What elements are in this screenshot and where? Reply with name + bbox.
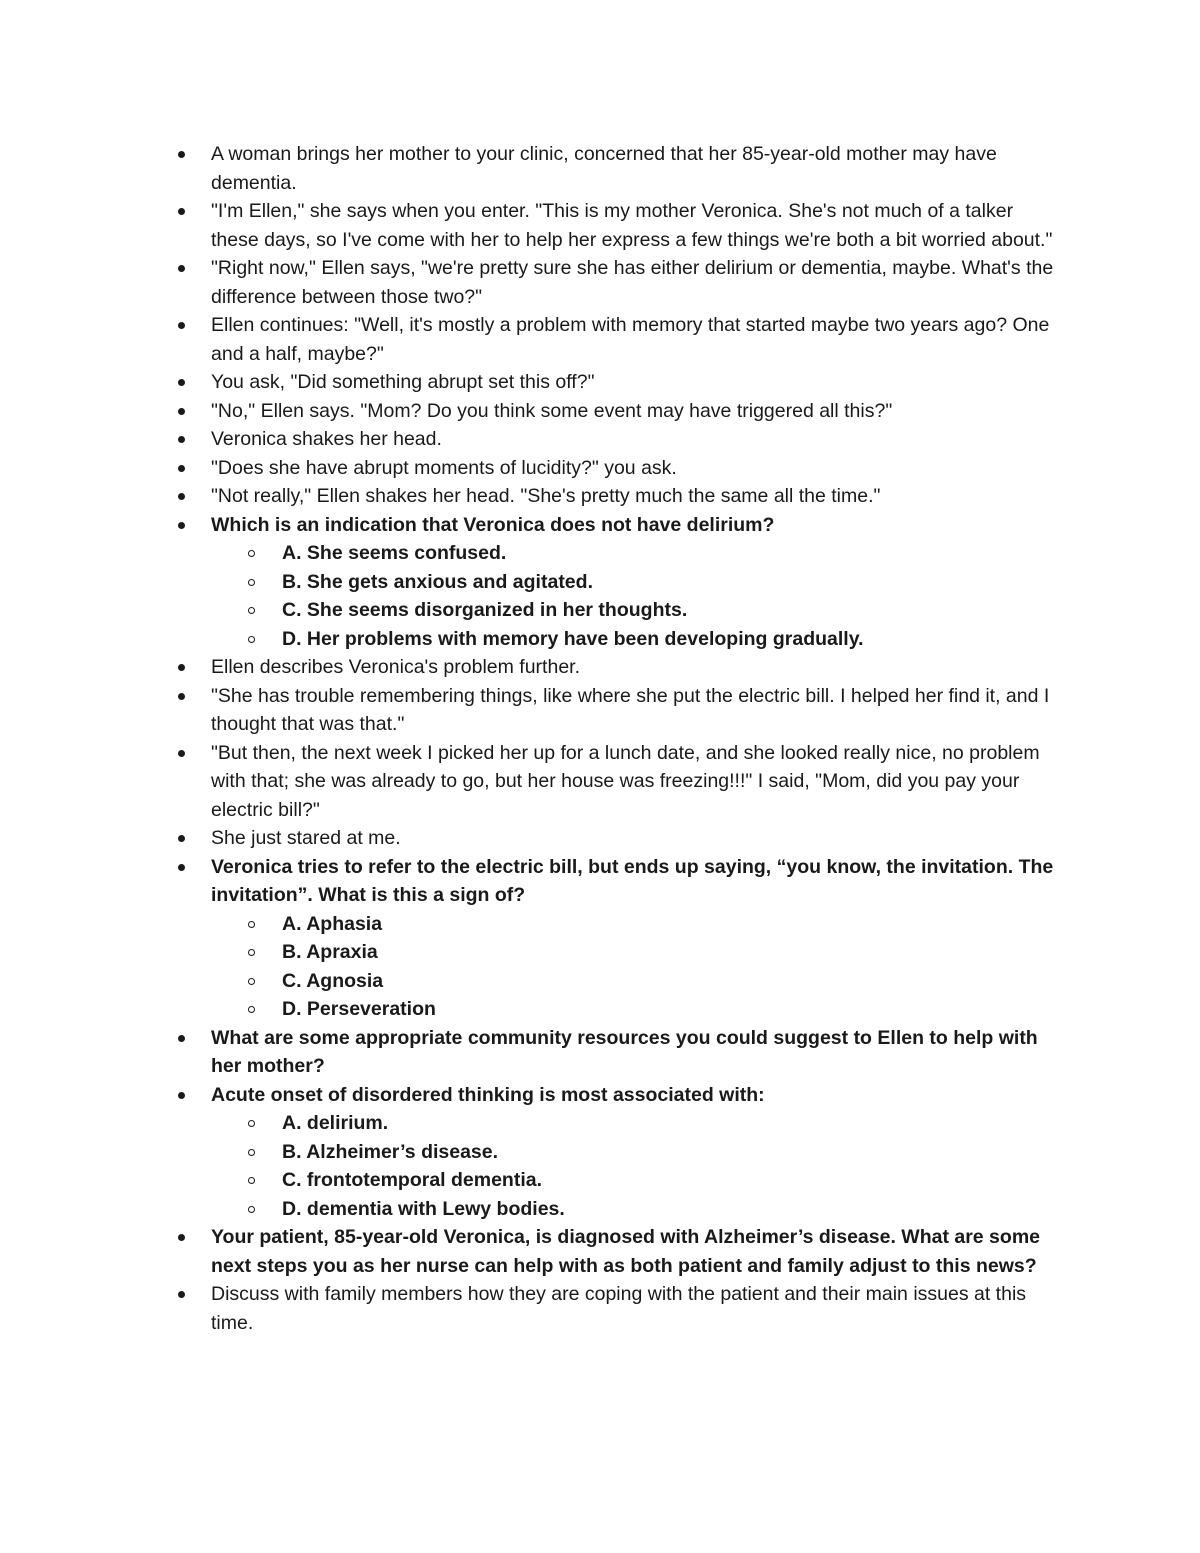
answer-option bbox=[0, 568, 1200, 597]
answer-option-text: C. She seems disorganized in her thoughts. bbox=[282, 599, 688, 621]
list-item bbox=[0, 824, 1200, 853]
hollow-bullet-icon bbox=[248, 579, 255, 586]
bullet-icon bbox=[178, 835, 185, 842]
answer-option bbox=[0, 1138, 1200, 1167]
answer-option-text: D. Perseveration bbox=[282, 998, 436, 1020]
list-item bbox=[0, 1024, 1200, 1081]
hollow-bullet-icon bbox=[248, 949, 255, 956]
question-list bbox=[0, 140, 1200, 1337]
hollow-bullet-icon bbox=[248, 1120, 255, 1127]
list-item bbox=[0, 454, 1200, 483]
answer-option-text: A. delirium. bbox=[282, 1112, 389, 1134]
answer-option-text: D. dementia with Lewy bodies. bbox=[282, 1197, 565, 1220]
hollow-bullet-icon bbox=[248, 1177, 255, 1184]
list-item-text: "But then, the next week I picked her up for a lunch date, and she looked really nice, no problem with that; she was already to go, but her house was freezing!!!" I said, "Mom, did you pay your electric bill?" bbox=[211, 741, 1040, 821]
list-item-text: "I'm Ellen," she says when you enter. "This is my mother Veronica. She's not much of a talker these days, so I've come with her to help her express a few things we're both a bit worried about." bbox=[211, 200, 1053, 251]
bullet-icon bbox=[178, 750, 185, 757]
bullet-icon bbox=[178, 1291, 185, 1298]
bullet-icon bbox=[178, 1092, 185, 1099]
bullet-icon bbox=[178, 693, 185, 700]
question-item bbox=[0, 853, 1200, 910]
question-item bbox=[0, 511, 1200, 540]
list-item bbox=[0, 425, 1200, 454]
list-item-text: "She has trouble remembering things, like where she put the electric bill. I helped her find it, and I thought that was that." bbox=[211, 684, 1050, 735]
answer-option-text: B. Alzheimer’s disease. bbox=[282, 1140, 499, 1163]
bullet-icon bbox=[178, 1234, 185, 1241]
list-item-text: Veronica shakes her head. bbox=[211, 428, 442, 450]
bullet-icon bbox=[178, 322, 185, 329]
bullet-icon bbox=[178, 1035, 185, 1042]
list-item bbox=[0, 1280, 1200, 1337]
list-item-text: Acute onset of disordered thinking is most associated with: bbox=[211, 1083, 765, 1106]
answer-option-text: D. Her problems with memory have been developing gradually. bbox=[282, 627, 864, 650]
answer-option bbox=[0, 596, 1200, 625]
answer-option bbox=[0, 967, 1200, 996]
answer-option bbox=[0, 938, 1200, 967]
list-item bbox=[0, 368, 1200, 397]
answer-option-text: B. She gets anxious and agitated. bbox=[282, 570, 593, 593]
list-item-text: Veronica tries to refer to the electric bill, but ends up saying, “you know, the invitation. The invitation”. What is this a sign of? bbox=[211, 855, 1054, 906]
list-item bbox=[0, 140, 1200, 197]
bullet-icon bbox=[178, 493, 185, 500]
hollow-bullet-icon bbox=[248, 921, 255, 928]
hollow-bullet-icon bbox=[248, 1206, 255, 1213]
list-item-text: You ask, "Did something abrupt set this off?" bbox=[211, 371, 595, 393]
list-item bbox=[0, 682, 1200, 739]
list-item-text: Ellen describes Veronica's problem further. bbox=[211, 656, 580, 678]
answer-option-text: A. She seems confused. bbox=[282, 542, 507, 564]
list-item-text: Ellen continues: "Well, it's mostly a problem with memory that started maybe two years ago? One and a half, maybe?" bbox=[211, 314, 1050, 365]
bullet-icon bbox=[178, 265, 185, 272]
hollow-bullet-icon bbox=[248, 607, 255, 614]
list-item bbox=[0, 397, 1200, 426]
answer-option bbox=[0, 1195, 1200, 1224]
bullet-icon bbox=[178, 465, 185, 472]
bullet-icon bbox=[178, 151, 185, 158]
bullet-icon bbox=[178, 436, 185, 443]
list-item-text: What are some appropriate community resources you could suggest to Ellen to help with her mother? bbox=[211, 1026, 1038, 1077]
list-item bbox=[0, 739, 1200, 825]
answer-option-text: C. Agnosia bbox=[282, 969, 384, 992]
list-item bbox=[0, 1223, 1200, 1280]
answer-option-text: B. Apraxia bbox=[282, 941, 378, 963]
question-item bbox=[0, 1081, 1200, 1110]
answer-option bbox=[0, 1166, 1200, 1195]
list-item-text: Which is an indication that Veronica does not have delirium? bbox=[211, 513, 775, 536]
list-item-text: Discuss with family members how they are coping with the patient and their main issues at this time. bbox=[211, 1283, 1027, 1334]
list-item bbox=[0, 311, 1200, 368]
hollow-bullet-icon bbox=[248, 978, 255, 985]
list-item-text: "Right now," Ellen says, "we're pretty sure she has either delirium or dementia, maybe. What's the difference between those two?" bbox=[211, 257, 1054, 308]
list-item-text: She just stared at me. bbox=[211, 827, 401, 849]
list-item-text: A woman brings her mother to your clinic, concerned that her 85-year-old mother may have dementia. bbox=[211, 143, 997, 194]
hollow-bullet-icon bbox=[248, 550, 255, 557]
answer-option bbox=[0, 995, 1200, 1024]
list-item bbox=[0, 482, 1200, 511]
hollow-bullet-icon bbox=[248, 1006, 255, 1013]
bullet-icon bbox=[178, 864, 185, 871]
list-item-text: "Does she have abrupt moments of lucidity?" you ask. bbox=[211, 456, 677, 479]
bullet-icon bbox=[178, 408, 185, 415]
bullet-icon bbox=[178, 522, 185, 529]
list-item bbox=[0, 197, 1200, 254]
list-item-text: "Not really," Ellen shakes her head. "She's pretty much the same all the time." bbox=[211, 485, 881, 507]
answer-option-text: C. frontotemporal dementia. bbox=[282, 1169, 543, 1191]
document-page bbox=[0, 140, 1200, 1337]
answer-option bbox=[0, 910, 1200, 939]
answer-option-text: A. Aphasia bbox=[282, 912, 383, 935]
hollow-bullet-icon bbox=[248, 1149, 255, 1156]
list-item bbox=[0, 254, 1200, 311]
bullet-icon bbox=[178, 208, 185, 215]
list-item-text: Your patient, 85-year-old Veronica, is diagnosed with Alzheimer’s disease. What are some next steps you as her nurse can help with as both patient and family adjust to this news? bbox=[211, 1226, 1040, 1277]
bullet-icon bbox=[178, 664, 185, 671]
hollow-bullet-icon bbox=[248, 636, 255, 643]
list-item bbox=[0, 653, 1200, 682]
answer-option bbox=[0, 1109, 1200, 1138]
answer-option bbox=[0, 625, 1200, 654]
answer-option bbox=[0, 539, 1200, 568]
list-item-text: "No," Ellen says. "Mom? Do you think some event may have triggered all this?" bbox=[211, 399, 893, 422]
bullet-icon bbox=[178, 379, 185, 386]
